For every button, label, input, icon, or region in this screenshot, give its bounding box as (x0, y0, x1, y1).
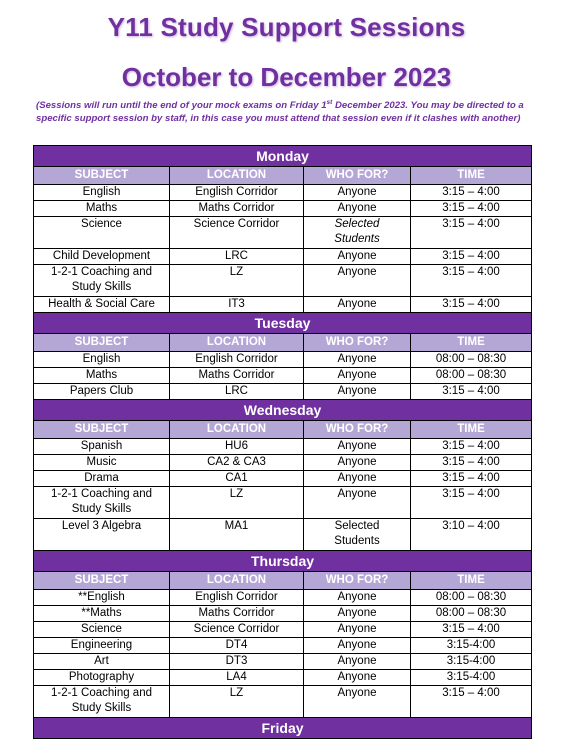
location-cell: Maths Corridor (170, 201, 304, 217)
table-row (34, 297, 532, 313)
table-row (34, 201, 532, 217)
location-cell: CA1 (170, 471, 304, 487)
location-header: LOCATION (170, 421, 304, 439)
location-cell: LA4 (170, 670, 304, 686)
location-cell: LRC (170, 384, 304, 400)
table-row (34, 384, 532, 400)
table-row (34, 471, 532, 487)
time-cell: 3:15 – 4:00 (411, 297, 532, 313)
subject-cell: Maths (34, 368, 170, 384)
who-for-cell: Anyone (304, 638, 411, 654)
subject-cell: Child Development (34, 249, 170, 265)
who-for-header: WHO FOR? (304, 334, 411, 352)
table-row (34, 686, 532, 718)
location-cell: HU6 (170, 439, 304, 455)
subject-cell: Science (34, 622, 170, 638)
location-cell: IT3 (170, 297, 304, 313)
table-row (34, 217, 532, 249)
table-row (34, 352, 532, 368)
subject-cell: Engineering (34, 638, 170, 654)
time-cell: 3:15-4:00 (411, 638, 532, 654)
page-title: Y11 Study Support Sessions (107, 12, 466, 42)
day-name: Wednesday (34, 400, 532, 421)
table-row (34, 455, 532, 471)
time-cell: 3:15 – 4:00 (411, 201, 532, 217)
subject-cell: **Maths (34, 606, 170, 622)
table-row (34, 638, 532, 654)
subject-cell: Papers Club (34, 384, 170, 400)
location-header: LOCATION (170, 334, 304, 352)
table-row (34, 654, 532, 670)
day-name: Monday (34, 146, 532, 167)
who-for-header: WHO FOR? (304, 572, 411, 590)
time-cell: 3:15 – 4:00 (411, 384, 532, 400)
time-cell: 3:15 – 4:00 (411, 439, 532, 455)
table-row (34, 439, 532, 455)
day-name: Friday (34, 718, 532, 739)
subject-header: SUBJECT (34, 334, 170, 352)
subject-cell: 1-2-1 Coaching and Study Skills (34, 265, 170, 297)
location-cell: DT3 (170, 654, 304, 670)
who-for-cell: Anyone (304, 487, 411, 519)
who-for-cell: Anyone (304, 471, 411, 487)
location-cell: LZ (170, 265, 304, 297)
time-header: TIME (411, 167, 532, 185)
table-row (34, 590, 532, 606)
time-cell: 3:15 – 4:00 (411, 265, 532, 297)
time-header: TIME (411, 421, 532, 439)
who-for-cell: Anyone (304, 439, 411, 455)
location-cell: Science Corridor (170, 217, 304, 249)
time-cell: 3:15 – 4:00 (411, 471, 532, 487)
who-for-header: WHO FOR? (304, 421, 411, 439)
subject-cell: Photography (34, 670, 170, 686)
table-row (34, 622, 532, 638)
table-row (34, 670, 532, 686)
subject-header: SUBJECT (34, 421, 170, 439)
who-for-cell: Anyone (304, 590, 411, 606)
day-header-tuesday (34, 313, 532, 334)
day-name: Thursday (34, 551, 532, 572)
location-cell: English Corridor (170, 590, 304, 606)
time-header: TIME (411, 572, 532, 590)
note-text-1: (Sessions will run until the end of your mock exams on Friday 1 (36, 100, 327, 112)
sessions-note (36, 96, 536, 125)
time-cell: 3:15 – 4:00 (411, 185, 532, 201)
who-for-cell: Anyone (304, 455, 411, 471)
subject-cell: Health & Social Care (34, 297, 170, 313)
who-for-cell: Selected Students (304, 519, 411, 551)
who-for-cell: Anyone (304, 368, 411, 384)
who-for-cell: Anyone (304, 249, 411, 265)
location-cell: LZ (170, 686, 304, 718)
column-header-row (34, 421, 532, 439)
location-cell: Maths Corridor (170, 606, 304, 622)
day-header-wednesday (34, 400, 532, 421)
location-header: LOCATION (170, 167, 304, 185)
time-cell: 3:15 – 4:00 (411, 249, 532, 265)
time-cell: 3:15 – 4:00 (411, 217, 532, 249)
subject-cell: Maths (34, 201, 170, 217)
time-cell: 3:15 – 4:00 (411, 455, 532, 471)
table-row (34, 265, 532, 297)
location-cell: LZ (170, 487, 304, 519)
location-cell: MA1 (170, 519, 304, 551)
subject-cell: English (34, 185, 170, 201)
who-for-cell: Selected Students (304, 217, 411, 249)
who-for-cell: Anyone (304, 670, 411, 686)
time-cell: 3:15 – 4:00 (411, 686, 532, 718)
who-for-cell: Anyone (304, 686, 411, 718)
who-for-cell: Anyone (304, 622, 411, 638)
location-cell: English Corridor (170, 352, 304, 368)
subject-cell: Music (34, 455, 170, 471)
time-cell: 08:00 – 08:30 (411, 606, 532, 622)
column-header-row (34, 167, 532, 185)
time-cell: 3:10 – 4:00 (411, 519, 532, 551)
who-for-cell: Anyone (304, 384, 411, 400)
note-text-2: December 2023. You may be directed to a specific support session by staff, in this case you must attend that session even if it clashes with another) (36, 100, 524, 125)
column-header-row (34, 334, 532, 352)
time-cell: 3:15-4:00 (411, 670, 532, 686)
subject-cell: English (34, 352, 170, 368)
time-cell: 08:00 – 08:30 (411, 368, 532, 384)
table-row (34, 519, 532, 551)
day-header-thursday (34, 551, 532, 572)
day-name: Tuesday (34, 313, 532, 334)
table-row (34, 487, 532, 519)
day-header-friday (34, 718, 532, 739)
who-for-cell: Anyone (304, 265, 411, 297)
note-ordinal-suffix: st (326, 99, 333, 106)
subject-cell: 1-2-1 Coaching and Study Skills (34, 686, 170, 718)
time-cell: 3:15 – 4:00 (411, 622, 532, 638)
subject-cell: Spanish (34, 439, 170, 455)
location-cell: Science Corridor (170, 622, 304, 638)
sessions-table (33, 145, 532, 739)
column-header-row (34, 572, 532, 590)
day-header-monday (34, 146, 532, 167)
time-header: TIME (411, 334, 532, 352)
location-cell: LRC (170, 249, 304, 265)
location-cell: Maths Corridor (170, 368, 304, 384)
time-cell: 3:15-4:00 (411, 654, 532, 670)
page-subtitle: October to December 2023 (121, 62, 452, 92)
time-cell: 3:15 – 4:00 (411, 487, 532, 519)
location-cell: CA2 & CA3 (170, 455, 304, 471)
time-cell: 08:00 – 08:30 (411, 590, 532, 606)
subject-cell: Art (34, 654, 170, 670)
subject-cell: 1-2-1 Coaching and Study Skills (34, 487, 170, 519)
subject-cell: Level 3 Algebra (34, 519, 170, 551)
location-cell: English Corridor (170, 185, 304, 201)
who-for-cell: Anyone (304, 185, 411, 201)
table-row (34, 606, 532, 622)
sessions-table-body (34, 146, 532, 739)
who-for-cell: Anyone (304, 201, 411, 217)
who-for-cell: Anyone (304, 352, 411, 368)
table-row (34, 368, 532, 384)
subject-cell: **English (34, 590, 170, 606)
subject-cell: Science (34, 217, 170, 249)
location-header: LOCATION (170, 572, 304, 590)
who-for-header: WHO FOR? (304, 167, 411, 185)
subject-header: SUBJECT (34, 167, 170, 185)
table-row (34, 249, 532, 265)
subject-cell: Drama (34, 471, 170, 487)
location-cell: DT4 (170, 638, 304, 654)
who-for-cell: Anyone (304, 606, 411, 622)
time-cell: 08:00 – 08:30 (411, 352, 532, 368)
table-row (34, 185, 532, 201)
subject-header: SUBJECT (34, 572, 170, 590)
who-for-cell: Anyone (304, 654, 411, 670)
who-for-cell: Anyone (304, 297, 411, 313)
